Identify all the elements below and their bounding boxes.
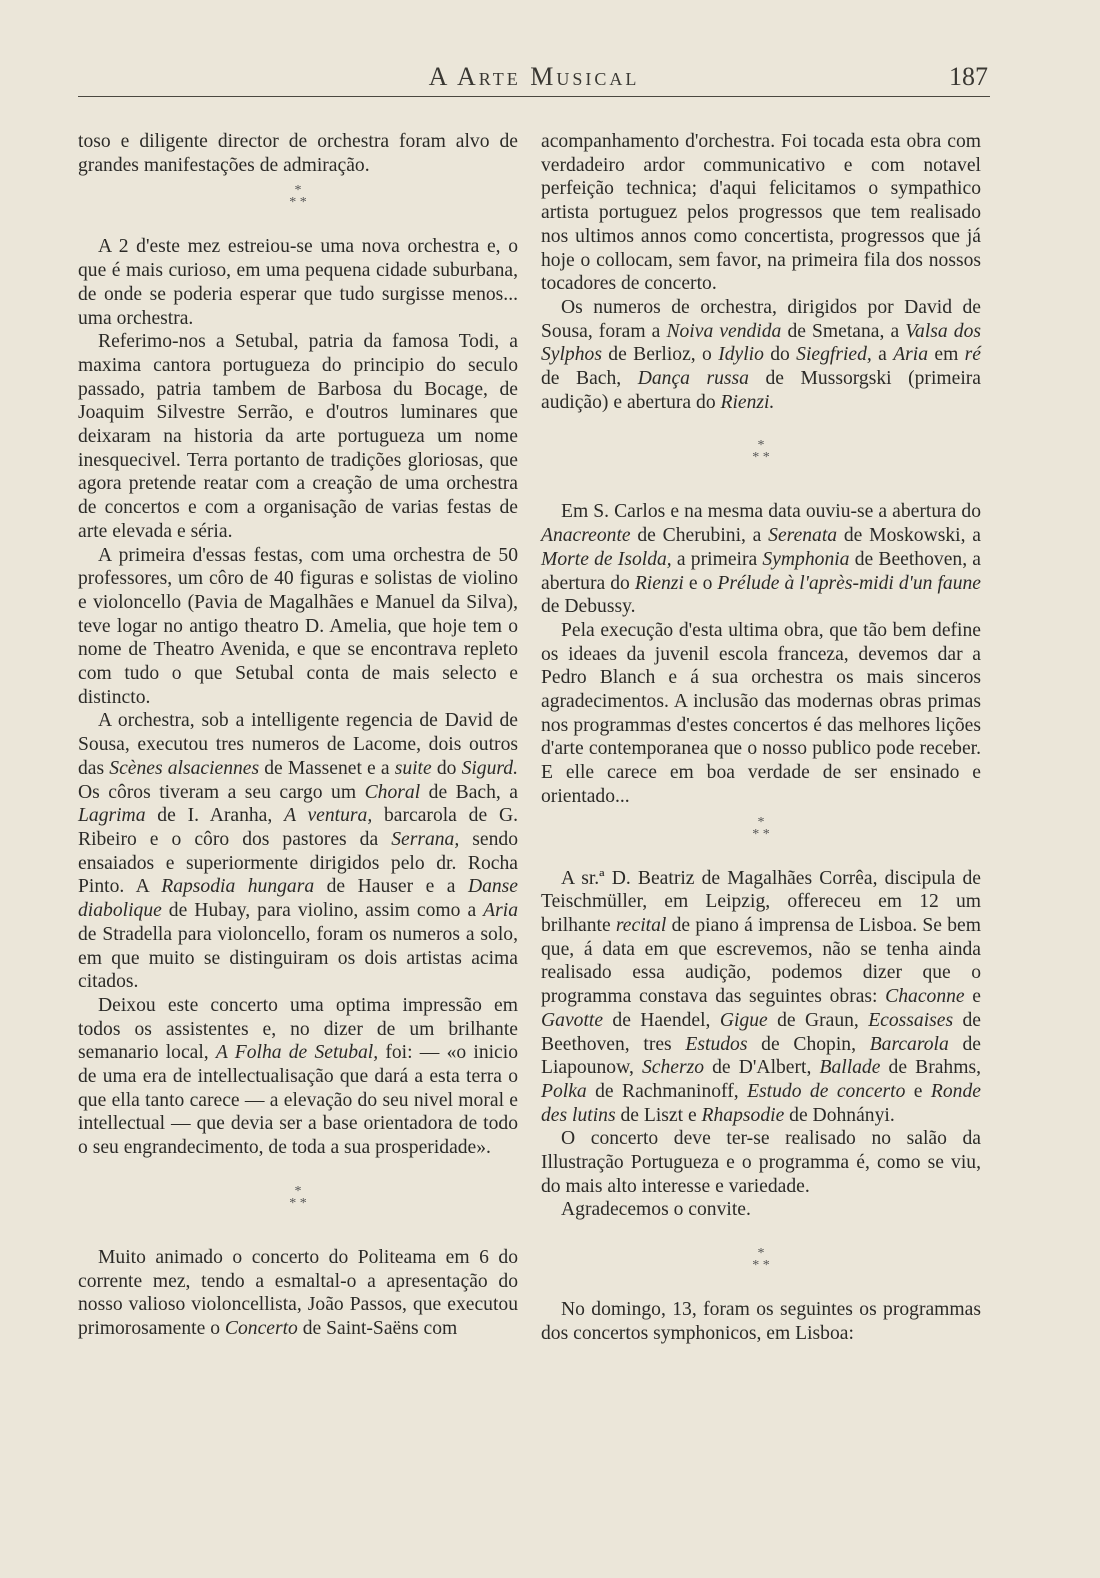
paragraph: A 2 d'este mez estreiou-se uma nova orchestra e, o que é mais curioso, em uma pequena cidade suburbana, de onde se poderia esperar que tudo surgisse menos... uma orchestra. [78,236,518,329]
asterism-star: * [757,814,765,830]
asterism-star: * [289,1195,297,1211]
paragraph: O concerto deve ter-se realisado no salão da Illustração Portugueza e o programma é, como se viu, do mais alto interesse e variedade. [541,1128,981,1197]
page-number: 187 [949,62,988,91]
asterism-star: * [752,826,760,842]
paragraph: Os numeros de orchestra, dirigidos por David de Sousa, foram a Noiva vendida de Smetana, a Valsa dos Sylphos de Berlioz, o Idylio do Siegfried, a Aria em ré de Bach, Dança russa de Mussorgski (primeira audição) e abertura do Rienzi. [541,296,982,413]
left-column [78,130,518,1341]
asterism-separator [541,809,981,849]
page-header [78,58,990,97]
asterism-star: * [752,450,760,466]
asterism-separator [78,1178,518,1218]
asterism-star: * [294,1183,302,1199]
paragraph: Em S. Carlos e na mesma data ouviu-se a abertura do Anacreonte de Cherubini, a Serenata de Moskowski, a Morte de Isolda, a primeira Symphonia de Beethoven, a abertura do Rienzi e o Prélude à l'après-midi d'un faune de Debussy. [541,501,982,618]
asterism-star: * [762,826,770,842]
paragraph: Referimo-nos a Setubal, patria da famosa Todi, a maxima cantora portugueza do principio do seculo passado, patria tambem de Barbosa du Bocage, de Joaquim Silvestre Serrão, e d'outros luminares que deixaram na historia da arte portugueza um nome inesquecivel. Terra portanto de tradições gloriosas, que agora pretende reatar com a creação de uma orchestra de concertos e com a organisação de varias festas de arte elevada e séria. [78,331,518,542]
asterism-separator [541,432,981,472]
asterism-star: * [752,1258,760,1274]
asterism-star: * [757,438,765,454]
paragraph: acompanhamento d'orchestra. Foi tocada esta obra com verdadeiro ardor communicativo e com notavel perfeição technica; d'aqui felicitamos o sympathico artista portuguez pelos progressos que tem realisado nos ultimos annos como concertista, progressos que já hoje o collocam, sem favor, na primeira fila dos nossos tocadores de concerto. [541,131,981,295]
paragraph: toso e diligente director de orchestra foram alvo de grandes manifestações de admiração. [78,131,518,176]
paragraph: A sr.ª D. Beatriz de Magalhães Corrêa, discipula de Teischmüller, em Leipzig, offereceu em 12 um brilhante recital de piano á imprensa de Lisboa. Se bem que, á data em que escrevemos, não se tenha ainda realisado essa audição, podemos dizer que o programma constava das seguintes obras: Chaconne e Gavotte de Haendel, Gigue de Graun, Ecossaises de Beethoven, tres Estudos de Chopin, Barcarola de Liapounow, Scherzo de D'Albert, Ballade de Brahms, Polka de Rachmaninoff, Estudo de concerto e Ronde des lutins de Liszt e Rhapsodie de Dohnányi. [541,867,981,1126]
paragraph: Pela execução d'esta ultima obra, que tão bem define os ideaes da juvenil escola franceza, devemos dar a Pedro Blanch e á sua orchestra os mais sinceros agradecimentos. A inclusão das modernas obras primas nos programmas d'estes concertos é das melhores lições d'arte contemporanea que o nosso publico pode receber. E elle carece em boa verdade de ser ensinado e orientado... [541,619,981,807]
paragraph: A orchestra, sob a intelligente regencia de David de Sousa, executou tres numeros de Lacome, dois outros das Scènes alsaciennes de Massenet e a suite do Sigurd. Os côros tiveram a seu cargo um Choral de Bach, a Lagrima de I. Aranha, A ventura, barcarola de G. Ribeiro e o côro dos pastores da Serrana, sendo ensaiados e superiormente dirigidos pelo dr. Rocha Pinto. A Rapsodia hungara de Hauser e a Danse diabolique de Hubay, para violino, assim como a Aria de Stradella para violoncello, foram os numeros a solo, em que muito se distinguiram os dois artistas acima citados. [78,710,519,993]
asterism-star: * [294,183,302,199]
asterism-separator [541,1240,981,1280]
paragraph: No domingo, 13, foram os seguintes os programmas dos concertos symphonicos, em Lisboa: [541,1299,981,1344]
asterism-star: * [299,195,307,211]
asterism-star: * [757,1246,765,1262]
paragraph: A primeira d'essas festas, com uma orchestra de 50 professores, um côro de 40 figuras e solistas de violino e violoncello (Pavia de Magalhães e Manuel da Silva), teve logar no antigo theatro D. Amelia, que hoje tem o nome de Theatro Avenida, e que se encontrava repleto com tudo o que Setubal conta de mais selecto e distincto. [78,544,518,708]
running-title: A Arte Musical [428,62,640,91]
right-column [541,130,981,1346]
asterism-star: * [289,195,297,211]
asterism-star: * [299,1195,307,1211]
paragraph: Deixou este concerto uma optima impressão em todos os assistentes e, no dizer de um brilhante semanario local, A Folha de Setubal, foi: — «o inicio de uma era de intellectualisação que dará a esta terra o que ella tanto carece — a elevação do seu nivel moral e intellectual — que devia ser a base orientadora de todo o seu engrandecimento, de toda a sua prosperidade». [78,994,518,1159]
asterism-star: * [762,1258,770,1274]
paragraph: Agradecemos o convite. [561,1199,751,1221]
asterism-star: * [762,450,770,466]
asterism-separator [78,177,518,217]
paragraph: Muito animado o concerto do Politeama em 6 do corrente mez, tendo a esmaltal-o a apresentação do nosso valioso violoncellista, João Passos, que executou primorosamente o Concerto de Saint-Saëns com [78,1246,518,1339]
